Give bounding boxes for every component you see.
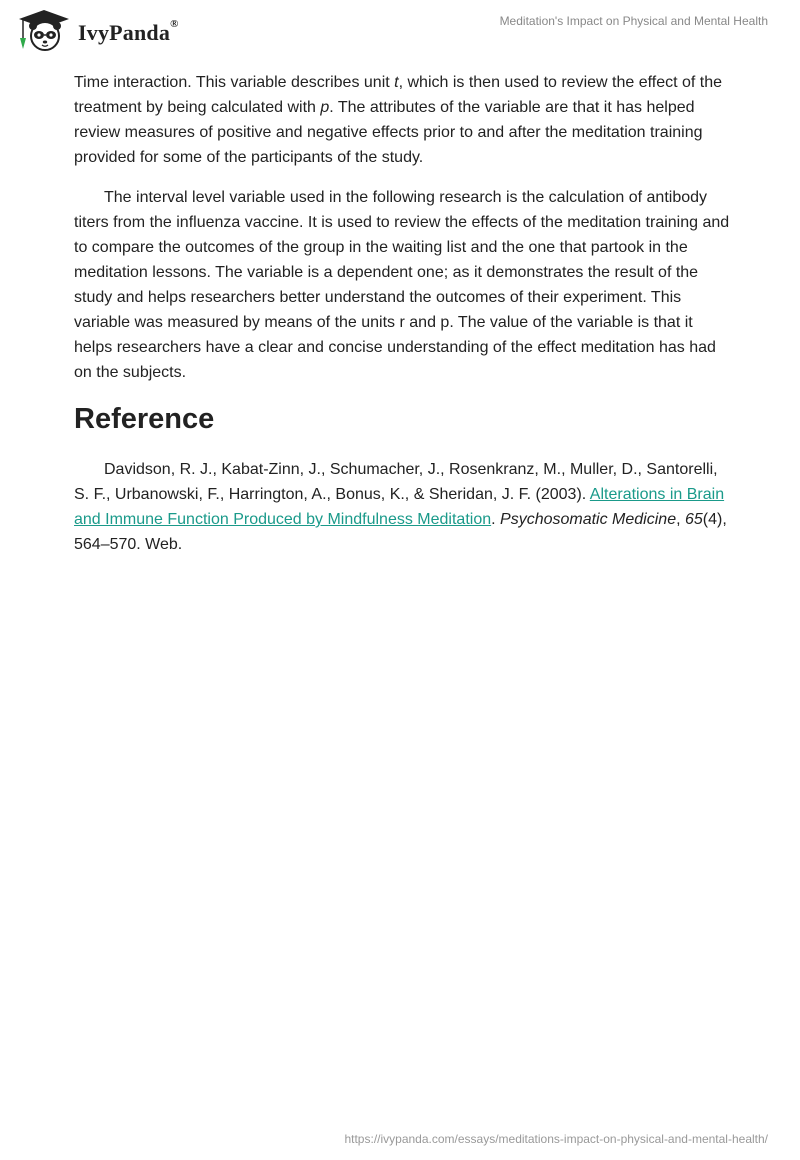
reference-heading: Reference xyxy=(74,403,215,435)
reference-authors: Davidson, R. J., Kabat-Zinn, J., Schumacher, J., Rosenkranz, M., Muller, D., Santorelli, S. F., Urbanowski, F., Harrington, A., Bonus, K., & Sheridan, J. F. (2003). xyxy=(74,461,718,503)
variable-t: t xyxy=(394,74,399,91)
document-body xyxy=(74,70,730,572)
reference-entry: Davidson, R. J., Kabat-Zinn, J., Schumacher, J., Rosenkranz, M., Muller, D., Santorelli, S. F., Urbanowski, F., Harrington, A., Bonus, K., & Sheridan, J. F. (2003). Alterations in Brain and Immune Function Produced by Mindfulness Meditation. Psychosomatic Medicine, 65(4), 564–570. Web. xyxy=(74,461,727,553)
panda-graduation-cap-icon xyxy=(14,8,74,54)
paragraph-time-interaction: Time interaction. This variable describes unit t, which is then used to review the effect of the treatment by being calculated with p. The attributes of the variable are that it has helped review measures of positive and negative effects prior to and after the meditation training provided for some of the participants of the study. xyxy=(74,74,723,166)
reference-journal: Psychosomatic Medicine xyxy=(500,511,677,528)
registered-mark: ® xyxy=(170,18,179,30)
page-header xyxy=(0,0,800,60)
ivypanda-logo[interactable] xyxy=(14,8,179,54)
variable-p: p xyxy=(320,99,330,116)
reference-title-link[interactable]: Alterations in Brain and Immune Function Produced by Mindfulness Meditation xyxy=(74,486,725,528)
footer-url[interactable]: https://ivypanda.com/essays/meditations-impact-on-physical-and-mental-health/ xyxy=(344,1132,768,1146)
paragraph-interval-variable: The interval level variable used in the following research is the calculation of antibody titers from the influenza vaccine. It is used to review the effects of the meditation training and to compare the outcomes of the group in the waiting list and the one that partook in the meditation lessons. The variable is a dependent one; as it demonstrates the result of the study and helps researchers better understand the outcomes of their experiment. This variable was measured by means of the units r and p. The value of the variable is that it helps researchers have a clear and concise understanding of the effect meditation has had on the subjects. xyxy=(74,189,730,381)
running-title: Meditation's Impact on Physical and Mental Health xyxy=(499,14,768,28)
reference-volume: 65 xyxy=(684,511,703,528)
reference-issue-pages: (4), 564–570. Web. xyxy=(74,511,727,553)
brand-name: IvyPanda® xyxy=(78,18,179,45)
